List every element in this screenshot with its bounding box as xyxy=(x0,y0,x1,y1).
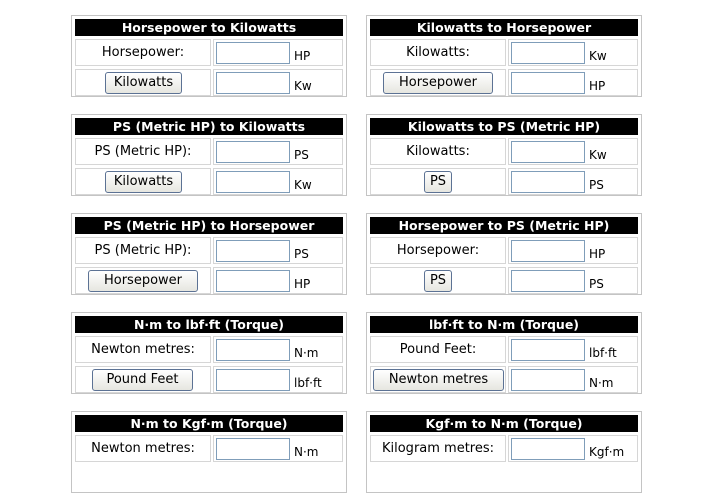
kilowatts-label: Kilowatts: xyxy=(406,144,470,159)
unit-label: HP xyxy=(294,49,311,63)
kilowatts-button[interactable]: Kilowatts xyxy=(105,171,182,193)
panel-title: N·m to Kgf·m (Torque) xyxy=(75,415,343,432)
panel-title: Horsepower to Kilowatts xyxy=(75,19,343,36)
kgfm-to-nm-panel xyxy=(366,411,642,493)
unit-label: lbf·ft xyxy=(294,376,322,390)
horsepower-label: Horsepower: xyxy=(396,243,480,258)
pound-feet-result-input[interactable] xyxy=(216,369,290,391)
unit-label: Kw xyxy=(294,178,312,192)
unit-label: HP xyxy=(589,247,606,261)
kw-to-ps-panel xyxy=(366,114,642,196)
newton-metres-input[interactable] xyxy=(216,339,290,361)
ps-button[interactable]: PS xyxy=(424,270,452,292)
unit-label: PS xyxy=(294,148,309,162)
panel-title: PS (Metric HP) to Horsepower xyxy=(75,217,343,234)
unit-label: N·m xyxy=(589,376,614,390)
horsepower-input[interactable] xyxy=(511,240,585,262)
kilowatts-result-input[interactable] xyxy=(216,72,290,94)
ps-to-hp-panel xyxy=(71,213,347,295)
unit-label: lbf·ft xyxy=(589,346,617,360)
kilowatts-button[interactable]: Kilowatts xyxy=(105,72,182,94)
lbfft-to-nm-panel xyxy=(366,312,642,394)
ps-button[interactable]: PS xyxy=(424,171,452,193)
newton-metres-input[interactable] xyxy=(216,438,290,460)
unit-label: PS xyxy=(589,178,604,192)
unit-label: Kw xyxy=(294,79,312,93)
newton-metres-result-input[interactable] xyxy=(511,369,585,391)
hp-to-ps-panel xyxy=(366,213,642,295)
panel-title: PS (Metric HP) to Kilowatts xyxy=(75,118,343,135)
unit-label: PS xyxy=(589,277,604,291)
panel-title: Horsepower to PS (Metric HP) xyxy=(370,217,638,234)
kilogram-metres-input[interactable] xyxy=(511,438,585,460)
ps-label: PS (Metric HP): xyxy=(94,144,192,159)
unit-label: N·m xyxy=(294,346,319,360)
kilowatts-label: Kilowatts: xyxy=(406,45,470,60)
panel-title: N·m to lbf·ft (Torque) xyxy=(75,316,343,333)
panel-title: Kgf·m to N·m (Torque) xyxy=(370,415,638,432)
kilowatts-result-input[interactable] xyxy=(216,171,290,193)
unit-label: Kgf·m xyxy=(589,445,625,459)
ps-input[interactable] xyxy=(216,141,290,163)
unit-label: Kw xyxy=(589,148,607,162)
hp-to-kw-panel xyxy=(71,15,347,97)
kilowatts-input[interactable] xyxy=(511,42,585,64)
newton-metres-button[interactable]: Newton metres xyxy=(373,369,504,391)
unit-label: N·m xyxy=(294,445,319,459)
nm-to-kgfm-panel xyxy=(71,411,347,493)
panel-title: Kilowatts to Horsepower xyxy=(370,19,638,36)
horsepower-result-input[interactable] xyxy=(216,270,290,292)
horsepower-button[interactable]: Horsepower xyxy=(383,72,493,94)
pound-feet-button[interactable]: Pound Feet xyxy=(92,369,193,391)
ps-to-kw-panel xyxy=(71,114,347,196)
horsepower-label: Horsepower: xyxy=(101,45,185,60)
ps-label: PS (Metric HP): xyxy=(94,243,192,258)
unit-label: HP xyxy=(589,79,606,93)
kilogram-metres-label: Kilogram metres: xyxy=(381,441,495,456)
newton-metres-label: Newton metres: xyxy=(91,441,195,456)
kw-to-hp-panel xyxy=(366,15,642,97)
newton-metres-label: Newton metres: xyxy=(91,342,195,357)
nm-to-lbfft-panel xyxy=(71,312,347,394)
ps-input[interactable] xyxy=(216,240,290,262)
kilowatts-input[interactable] xyxy=(511,141,585,163)
horsepower-button[interactable]: Horsepower xyxy=(88,270,198,292)
unit-label: HP xyxy=(294,277,311,291)
ps-result-input[interactable] xyxy=(511,171,585,193)
ps-result-input[interactable] xyxy=(511,270,585,292)
panel-title: lbf·ft to N·m (Torque) xyxy=(370,316,638,333)
pound-feet-input[interactable] xyxy=(511,339,585,361)
horsepower-input[interactable] xyxy=(216,42,290,64)
pound-feet-label: Pound Feet: xyxy=(399,342,477,357)
unit-label: PS xyxy=(294,247,309,261)
panel-title: Kilowatts to PS (Metric HP) xyxy=(370,118,638,135)
horsepower-result-input[interactable] xyxy=(511,72,585,94)
unit-label: Kw xyxy=(589,49,607,63)
